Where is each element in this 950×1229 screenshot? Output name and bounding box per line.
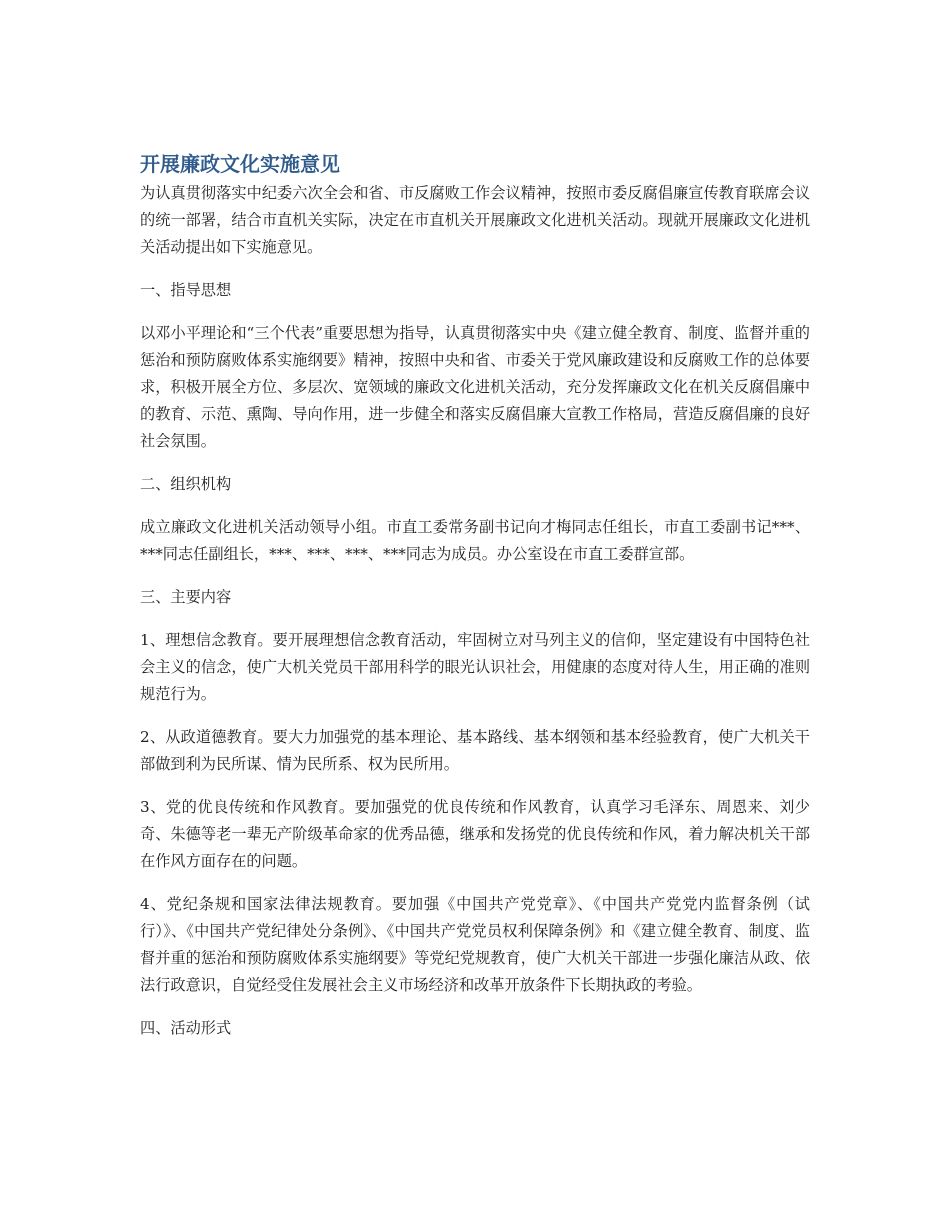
document-title: 开展廉政文化实施意见: [140, 152, 340, 176]
list-item-ideal-belief: 1、理想信念教育。要开展理想信念教育活动，牢固树立对马列主义的信仰，坚定建设有中国特色社会主义的信念，使广大机关党员干部用科学的眼光认识社会，用健康的态度对待人生，用正确的准则规范行为。: [140, 631, 810, 703]
intro-paragraph: 为认真贯彻落实中纪委六次全会和省、市反腐败工作会议精神，按照市委反腐倡廉宣传教育联席会议的统一部署，结合市直机关实际，决定在市直机关开展廉政文化进机关活动。现就开展廉政文化进机关活动提出如下实施意见。: [140, 184, 810, 256]
section-paragraph: 成立廉政文化进机关活动领导小组。市直工委常务副书记向才梅同志任组长，市直工委副书记***、***同志任副组长，***、***、***、***同志为成员。办公室设在市直工委群宣部。: [140, 518, 810, 563]
list-item-political-ethics: 2、从政道德教育。要大力加强党的基本理论、基本路线、基本纲领和基本经验教育，使广大机关干部做到利为民所谋、情为民所系、权为民所用。: [140, 728, 810, 773]
document-body: [140, 148, 810, 1042]
section-heading-guiding-ideology: 一、指导思想: [140, 281, 232, 299]
section-heading-organization: 二、组织机构: [140, 475, 232, 493]
section-paragraph: 以邓小平理论和“三个代表”重要思想为指导，认真贯彻落实中央《建立健全教育、制度、监督并重的惩治和预防腐败体系实施纲要》精神，按照中央和省、市委关于党风廉政建设和反腐败工作的总体要求，积极开展全方位、多层次、宽领域的廉政文化进机关活动，充分发挥廉政文化在机关反腐倡廉中的教育、示范、熏陶、导向作用，进一步健全和落实反腐倡廉大宣教工作格局，营造反腐倡廉的良好社会氛围。: [140, 324, 810, 450]
list-item-party-tradition: 3、党的优良传统和作风教育。要加强党的优良传统和作风教育，认真学习毛泽东、周恩来、刘少奇、朱德等老一辈无产阶级革命家的优秀品德，继承和发扬党的优良传统和作风，着力解决机关干部在作风方面存在的问题。: [140, 798, 810, 870]
section-heading-activity-forms: 四、活动形式: [140, 1019, 232, 1037]
list-item-party-discipline: 4、党纪条规和国家法律法规教育。要加强《中国共产党党章》、《中国共产党党内监督条例（试行）》、《中国共产党纪律处分条例》、《中国共产党党员权利保障条例》和《建立健全教育、制度、监督并重的惩治和预防腐败体系实施纲要》等党纪党规教育，使广大机关干部进一步强化廉洁从政、依法行政意识，自觉经受住发展社会主义市场经济和改革开放条件下长期执政的考验。: [140, 895, 810, 994]
section-heading-main-content: 三、主要内容: [140, 588, 232, 606]
